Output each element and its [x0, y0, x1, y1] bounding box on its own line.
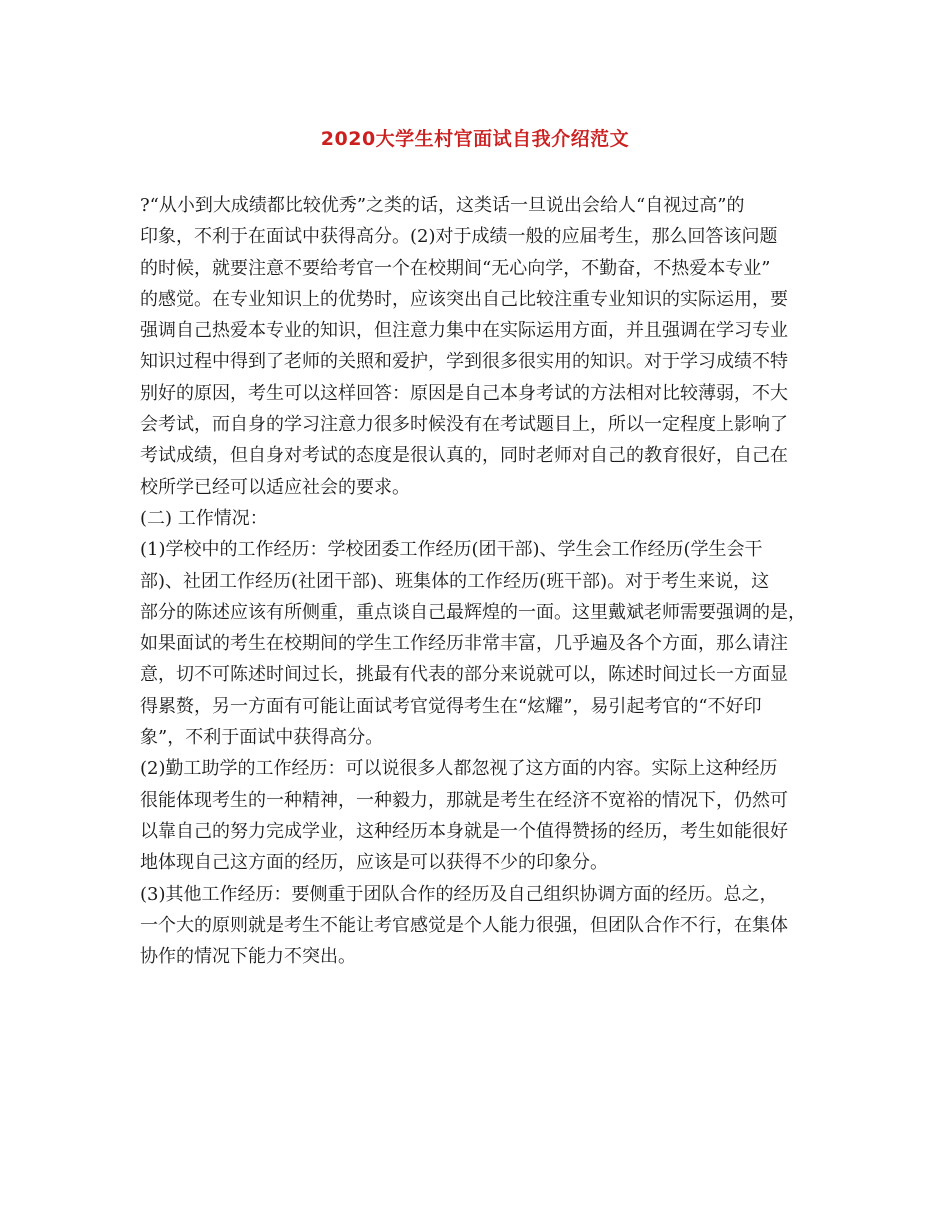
- text-line-content: 一个大的原则就是考生不能让考官感觉是个人能力很强，但团队合作不行，在集体: [140, 914, 788, 936]
- text-line-content: 如果面试的考生在校期间的学生工作经历非常丰富，几乎遍及各个方面，那么请注: [140, 633, 788, 655]
- text-line: [140, 691, 820, 722]
- text-line: [140, 941, 820, 972]
- text-line: [140, 378, 820, 409]
- text-line-content: 印象，不利于在面试中获得高分。(2)对于成绩一般的应届考生，那么回答该问题: [140, 226, 778, 248]
- text-line-content: 象”，不利于面试中获得高分。: [140, 727, 384, 749]
- text-line: [140, 190, 820, 221]
- text-line-content: 知识过程中得到了老师的关照和爱护，学到很多很实用的知识。对于学习成绩不特: [140, 351, 788, 373]
- text-line: [140, 440, 820, 471]
- text-line: [140, 346, 820, 377]
- text-line-content: ?“从小到大成绩都比较优秀”之类的话，这类话一旦说出会给人“自视过高”的: [140, 195, 745, 216]
- text-line-content: 以靠自己的努力完成学业，这种经历本身就是一个值得赞扬的经历，考生如能很好: [140, 820, 788, 842]
- text-line-content: 校所学已经可以适应社会的要求。: [140, 476, 410, 498]
- text-line: [140, 315, 820, 346]
- text-line: [140, 597, 820, 628]
- text-line: [140, 253, 820, 284]
- text-line: [140, 534, 820, 565]
- text-line-content: 的时候，就要注意不要给考官一个在校期间“无心向学，不勤奋，不热爱本专业”: [140, 257, 771, 279]
- text-line-content: (2)勤工助学的工作经历：可以说很多人都忽视了这方面的内容。实际上这种经历: [140, 758, 778, 780]
- text-line: [140, 221, 820, 252]
- text-line-content: (1)学校中的工作经历：学校团委工作经历(团干部)、学生会工作经历(学生会干: [140, 539, 763, 561]
- text-line: [140, 472, 820, 503]
- text-line: [140, 910, 820, 941]
- text-line-content: 部)、社团工作经历(社团干部)、班集体的工作经历(班干部)。对于考生来说，这: [140, 570, 770, 592]
- text-line: [140, 785, 820, 816]
- text-line: [140, 659, 820, 690]
- text-line: [140, 722, 820, 753]
- text-line: [140, 753, 820, 784]
- text-line-content: 得累赘，另一方面有可能让面试考官觉得考生在“炫耀”，易引起考官的“不好印: [140, 695, 762, 717]
- text-line-content: 会考试，而自身的学习注意力很多时候没有在考试题目上，所以一定程度上影响了: [140, 414, 788, 436]
- text-line: [140, 628, 820, 659]
- text-line: [140, 816, 820, 847]
- text-line: [140, 409, 820, 440]
- text-line: [140, 566, 820, 597]
- text-line-content: 很能体现考生的一种精神，一种毅力，那就是考生在经济不宽裕的情况下，仍然可: [140, 789, 788, 811]
- text-line-content: 协作的情况下能力不突出。: [140, 946, 356, 968]
- text-line-content: 别好的原因，考生可以这样回答：原因是自己本身考试的方法相对比较薄弱，不大: [140, 382, 788, 404]
- text-line-content: 地体现自己这方面的经历，应该是可以获得不少的印象分。: [140, 852, 608, 874]
- text-line-content: 的感觉。在专业知识上的优势时，应该突出自己比较注重专业知识的实际运用，要: [140, 288, 788, 310]
- text-line-content: 考试成绩，但自身对考试的态度是很认真的，同时老师对自己的教育很好，自己在: [140, 445, 788, 467]
- text-line-content: (二) 工作情况：: [140, 507, 268, 529]
- text-line-content: (3)其他工作经历：要侧重于团队合作的经历及自己组织协调方面的经历。总之，: [140, 883, 778, 905]
- text-line: [140, 503, 820, 534]
- document-body: [140, 190, 820, 972]
- text-line: [140, 284, 820, 315]
- text-line: [140, 847, 820, 878]
- text-line-content: 强调自己热爱本专业的知识，但注意力集中在实际运用方面，并且强调在学习专业: [140, 320, 788, 342]
- text-line-content: 部分的陈述应该有所侧重，重点谈自己最辉煌的一面。这里戴斌老师需要强调的是，: [140, 601, 806, 623]
- document-title: 2020大学生村官面试自我介绍范文: [320, 128, 630, 150]
- text-line: [140, 879, 820, 910]
- text-line-content: 意，切不可陈述时间过长，挑最有代表的部分来说就可以，陈述时间过长一方面显: [140, 664, 788, 686]
